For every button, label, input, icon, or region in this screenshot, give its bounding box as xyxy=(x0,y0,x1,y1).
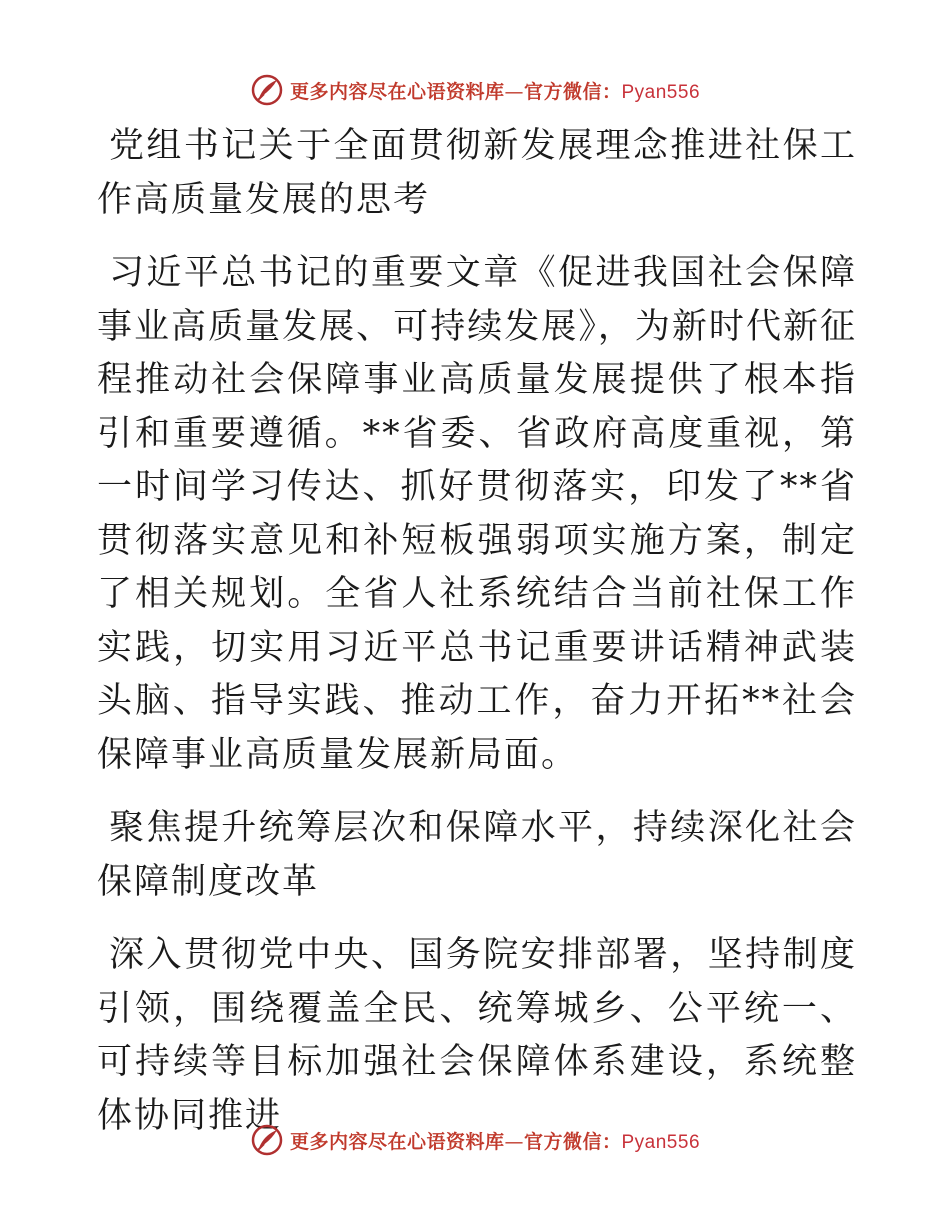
banner-site-name: 更多内容尽在心语资料库 xyxy=(289,80,505,103)
banner-dash: — xyxy=(504,1130,524,1153)
section-heading xyxy=(97,802,857,909)
banner-wechat-label: 官方微信： xyxy=(523,80,622,103)
banner-text xyxy=(290,77,700,104)
feather-logo-icon xyxy=(250,73,284,107)
banner-dash: — xyxy=(504,80,524,103)
banner-text xyxy=(290,1127,700,1154)
title-text: 党组书记关于全面贯彻新发展理念推进社保工作高质量发展的思考 xyxy=(97,126,857,220)
paragraph-2-text: 深入贯彻党中央、国务院安排部署，坚持制度引领，围绕覆盖全民、统筹城乡、公平统一、可持续等目标加强社会保障体系建设，系统整体协同推进 xyxy=(97,935,857,1136)
banner-site-name: 更多内容尽在心语资料库 xyxy=(289,1130,505,1153)
paragraph-1 xyxy=(97,247,857,782)
banner-wechat-id: Pyan556 xyxy=(621,1131,701,1153)
paragraph-1-text: 习近平总书记的重要文章《促进我国社会保障事业高质量发展、可持续发展》，为新时代新征程推动社会保障事业高质量发展提供了根本指引和重要遵循。**省委、省政府高度重视，第一时间学习传达、抓好贯彻落实，印发了**省贯彻落实意见和补短板强弱项实施方案，制定了相关规划。全省人社系统结合当前社保工作实践，切实用习近平总书记重要讲话精神武装头脑、指导实践、推动工作，奋力开拓**社会保障事业高质量发展新局面。 xyxy=(97,253,857,775)
feather-logo-icon xyxy=(250,1123,284,1157)
header-banner xyxy=(0,70,950,110)
section-heading-text: 聚焦提升统筹层次和保障水平，持续深化社会保障制度改革 xyxy=(97,808,857,902)
footer-banner xyxy=(0,1120,950,1160)
banner-wechat-label: 官方微信： xyxy=(523,1130,622,1153)
paragraph-2 xyxy=(97,929,857,1143)
document-body xyxy=(97,120,857,1163)
document-title xyxy=(97,120,857,227)
banner-wechat-id: Pyan556 xyxy=(621,81,701,103)
